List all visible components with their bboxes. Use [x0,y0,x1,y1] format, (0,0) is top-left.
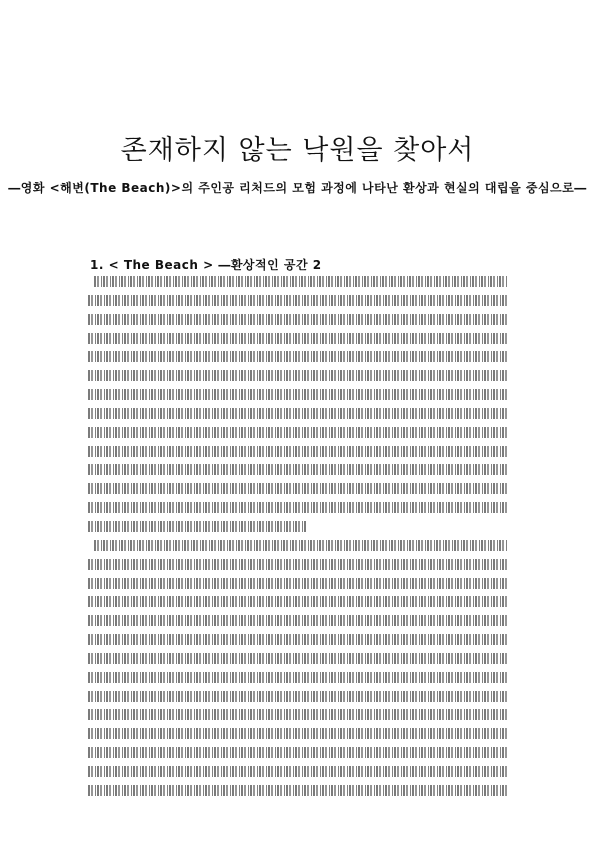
text-line [88,785,508,796]
text-line [88,389,508,400]
text-line [88,370,508,381]
text-line [88,747,508,758]
paragraph-2 [88,540,508,796]
paragraph-1 [88,276,508,532]
text-line [88,408,508,419]
text-line [88,483,508,494]
text-line [88,276,508,287]
text-line [88,464,508,475]
text-line [88,615,508,626]
text-line [88,446,508,457]
body-text [88,276,508,804]
text-line [88,540,508,551]
text-line [88,728,508,739]
text-line [88,351,508,362]
document-subtitle: ―영화 <해변(The Beach)>의 주인공 리처드의 모험 과정에 나타난 환상과 현실의 대립을 중심으로― [8,181,587,195]
text-line [88,559,508,570]
section-heading: 1. < The Beach > ―환상적인 공간 2 [90,258,322,272]
text-line [88,314,508,325]
text-line [88,333,508,344]
text-line [88,634,508,645]
text-line [88,427,508,438]
text-line [88,502,508,513]
text-line [88,521,508,532]
text-line [88,691,508,702]
text-line [88,653,508,664]
text-line [88,709,508,720]
text-line [88,596,508,607]
text-line [88,766,508,777]
text-line [88,672,508,683]
document-title: 존재하지 않는 낙원을 찾아서 [120,135,475,166]
text-line [88,578,508,589]
text-line [88,295,508,306]
